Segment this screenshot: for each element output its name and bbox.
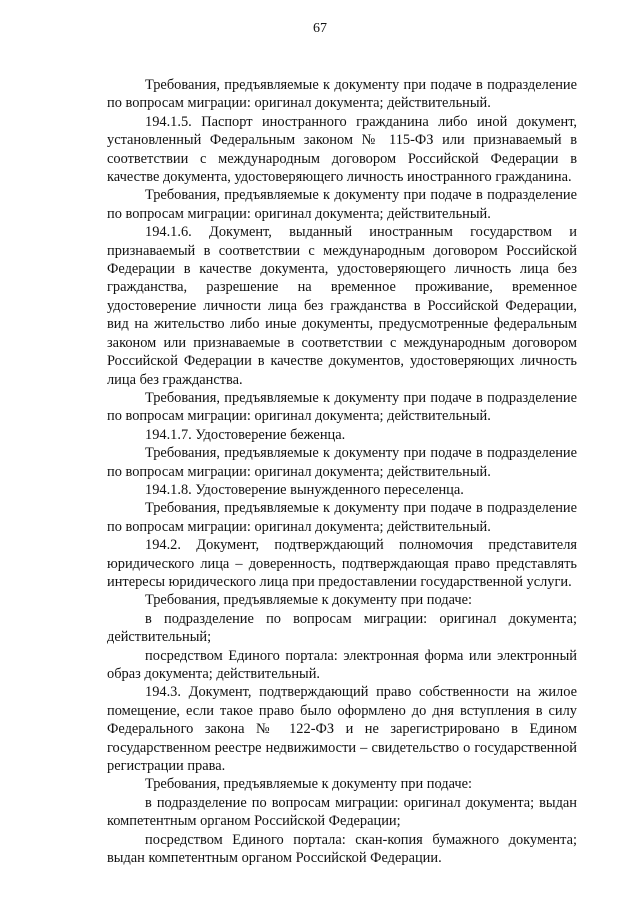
paragraph: Требования, предъявляемые к документу при подаче в подразделение по вопросам миграции: оригинал документа; действительный. [107, 445, 577, 480]
paragraph: посредством Единого портала: электронная форма или электронный образ документа; действительный. [107, 647, 577, 682]
paragraph: 194.1.6. Документ, выданный иностранным государством и признаваемый в соответствии с международным договором Российской Федерации в качестве документа, удостоверяющего личность лица без гражданства, разрешение на временное проживание, временное удостоверение личности лица без гражданства в Российской Федерации, вид на жительство либо иные документы, предусмотренные федеральным законом или признаваемые в соответствии с международным договором Российской Федерации в качестве документов, удостоверяющих личность лица без гражданства. [107, 224, 577, 388]
paragraph: в подразделение по вопросам миграции: оригинал документа; выдан компетентным органом Российской Федерации; [107, 794, 577, 830]
document-body [107, 76, 577, 867]
paragraph: 194.1.8. Удостоверение вынужденного переселенца. [145, 481, 464, 498]
paragraph: Требования, предъявляемые к документу при подаче в подразделение по вопросам миграции: оригинал документа; действительный. [107, 187, 577, 222]
paragraph: 194.1.5. Паспорт иностранного гражданина либо иной документ, установленный Федеральным законом № 115-ФЗ или признаваемый в соответствии с международным договором Российской Федерации в качестве документа, удостоверяющего личность иностранного гражданина. [107, 113, 577, 186]
paragraph: Требования, предъявляемые к документу при подаче: [145, 592, 472, 609]
paragraph: Требования, предъявляемые к документу при подаче: [145, 776, 472, 793]
page-number: 67 [313, 21, 327, 36]
paragraph: Требования, предъявляемые к документу при подаче в подразделение по вопросам миграции: оригинал документа; действительный. [107, 389, 577, 425]
paragraph: 194.1.7. Удостоверение беженца. [145, 426, 346, 443]
paragraph: в подразделение по вопросам миграции: оригинал документа; действительный; [107, 610, 577, 646]
paragraph: 194.2. Документ, подтверждающий полномочия представителя юридического лица – доверенность, подтверждающая право представлять интересы юридического лица при предоставлении государственной услуги. [107, 537, 577, 590]
paragraph: Требования, предъявляемые к документу при подаче в подразделение по вопросам миграции: оригинал документа; действительный. [107, 77, 577, 112]
paragraph: 194.3. Документ, подтверждающий право собственности на жилое помещение, если такое право было оформлено до дня вступления в силу Федерального закона № 122-ФЗ и не зарегистрировано в Едином государственном реестре недвижимости – свидетельство о государственной регистрации права. [107, 684, 577, 775]
paragraph: посредством Единого портала: скан-копия бумажного документа; выдан компетентным органом Российской Федерации. [107, 831, 577, 867]
paragraph: Требования, предъявляемые к документу при подаче в подразделение по вопросам миграции: оригинал документа; действительный. [107, 500, 577, 535]
